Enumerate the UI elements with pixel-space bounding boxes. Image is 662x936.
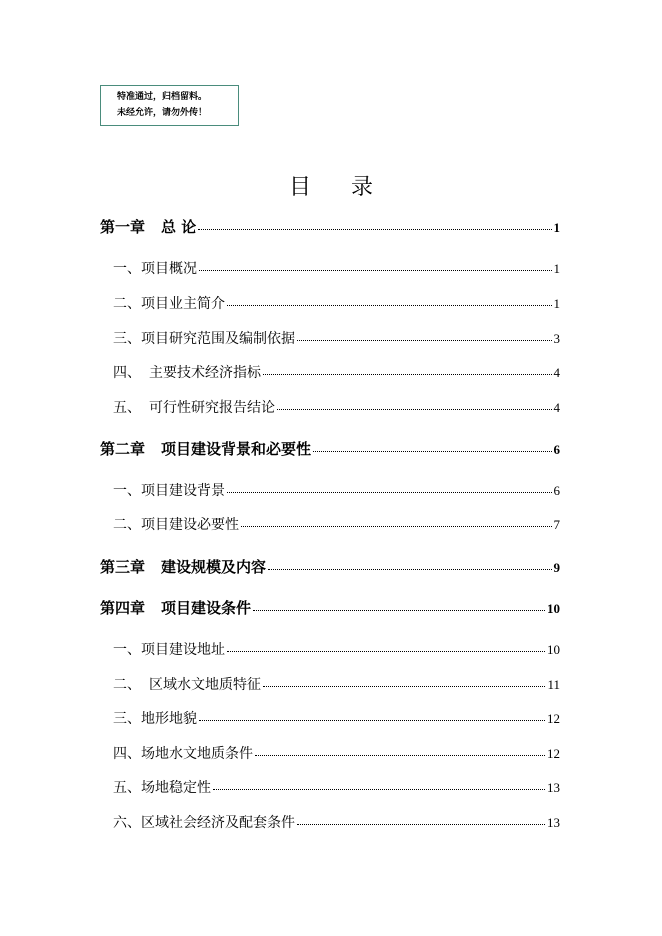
toc-page-number: 6 bbox=[553, 483, 560, 498]
toc-section-4-5[interactable] bbox=[113, 777, 560, 797]
page-title: 目录 bbox=[288, 175, 413, 200]
dot-leader bbox=[313, 450, 551, 452]
toc-page-number: 4 bbox=[553, 365, 560, 380]
toc-page-number: 3 bbox=[553, 331, 560, 346]
toc-number: 一、 bbox=[113, 642, 141, 658]
toc-section-1-4[interactable] bbox=[113, 362, 560, 382]
dot-leader bbox=[263, 373, 552, 375]
toc-label: 地形地貌 bbox=[141, 711, 197, 727]
toc-section-2-2[interactable] bbox=[113, 514, 560, 534]
toc-number: 五、 bbox=[113, 400, 141, 416]
toc-number: 第一章 bbox=[100, 218, 146, 236]
toc-label: 总 论 bbox=[161, 218, 197, 236]
toc-section-1-3[interactable] bbox=[113, 328, 560, 348]
toc-page-number: 12 bbox=[547, 711, 560, 726]
toc-number: 二、 bbox=[113, 517, 141, 533]
toc-page-number: 1 bbox=[553, 296, 560, 311]
dot-leader bbox=[253, 609, 545, 611]
toc-page-number: 13 bbox=[547, 780, 560, 795]
toc-section-4-4[interactable] bbox=[113, 743, 560, 763]
toc-page-number: 13 bbox=[547, 815, 560, 830]
notice-line-2: 未经允许，请勿外传！ bbox=[117, 108, 208, 118]
toc-number: 五、 bbox=[113, 780, 141, 796]
toc-chapter-2[interactable] bbox=[100, 438, 560, 459]
toc-number: 一、 bbox=[113, 261, 141, 277]
dot-leader bbox=[241, 525, 552, 527]
toc-label: 项目建设条件 bbox=[161, 599, 252, 617]
toc-label: 项目建设背景 bbox=[141, 483, 225, 499]
toc-section-1-2[interactable] bbox=[113, 293, 560, 313]
toc-chapter-4[interactable] bbox=[100, 597, 560, 618]
distribution-notice-stamp bbox=[100, 85, 239, 126]
dot-leader bbox=[297, 823, 545, 825]
dot-leader bbox=[227, 304, 552, 306]
toc-chapter-1[interactable] bbox=[100, 216, 560, 237]
toc-number: 六、 bbox=[113, 815, 141, 831]
toc-label: 项目建设必要性 bbox=[141, 517, 239, 533]
dot-leader bbox=[227, 650, 545, 652]
toc-number: 二、 bbox=[113, 677, 141, 693]
toc-label: 项目概况 bbox=[141, 261, 197, 277]
toc-label: 区域社会经济及配套条件 bbox=[141, 815, 295, 831]
notice-line-1: 特准通过，归档留料。 bbox=[117, 92, 208, 102]
toc-section-2-1[interactable] bbox=[113, 480, 560, 500]
toc-page-number: 6 bbox=[553, 442, 560, 457]
toc-label: 主要技术经济指标 bbox=[149, 365, 261, 381]
toc-section-4-1[interactable] bbox=[113, 639, 560, 659]
dot-leader bbox=[199, 269, 552, 271]
toc-number: 二、 bbox=[113, 296, 141, 312]
toc-page-number: 10 bbox=[547, 642, 560, 657]
toc-number: 第二章 bbox=[100, 440, 146, 458]
toc-label: 项目研究范围及编制依据 bbox=[141, 331, 295, 347]
dot-leader bbox=[199, 719, 545, 721]
toc-number: 三、 bbox=[113, 331, 141, 347]
toc-section-1-1[interactable] bbox=[113, 258, 560, 278]
toc-label: 场地稳定性 bbox=[141, 780, 211, 796]
toc-label: 项目建设地址 bbox=[141, 642, 225, 658]
toc-page-number: 11 bbox=[547, 677, 560, 692]
dot-leader bbox=[263, 685, 545, 687]
toc-label: 建设规模及内容 bbox=[161, 558, 267, 576]
dot-leader bbox=[297, 339, 552, 341]
toc-number: 三、 bbox=[113, 711, 141, 727]
toc-number: 第三章 bbox=[100, 558, 146, 576]
toc-chapter-3[interactable] bbox=[100, 556, 560, 577]
toc-page-number: 1 bbox=[553, 261, 560, 276]
toc-section-4-3[interactable] bbox=[113, 708, 560, 728]
toc-number: 一、 bbox=[113, 483, 141, 499]
toc-section-1-5[interactable] bbox=[113, 397, 560, 417]
dot-leader bbox=[198, 228, 551, 230]
toc-number: 四、 bbox=[113, 746, 141, 762]
toc-page-number: 10 bbox=[547, 601, 560, 616]
toc-label: 可行性研究报告结论 bbox=[149, 400, 275, 416]
dot-leader bbox=[227, 491, 552, 493]
toc-section-4-6[interactable] bbox=[113, 812, 560, 832]
toc-number: 第四章 bbox=[100, 599, 146, 617]
toc-section-4-2[interactable] bbox=[113, 674, 560, 694]
toc-page-number: 12 bbox=[547, 746, 560, 761]
dot-leader bbox=[277, 408, 552, 410]
toc-number: 四、 bbox=[113, 365, 141, 381]
dot-leader bbox=[268, 568, 551, 570]
toc-label: 项目业主简介 bbox=[141, 296, 225, 312]
toc-page-number: 1 bbox=[553, 220, 560, 235]
toc-page-number: 9 bbox=[553, 560, 560, 575]
toc-page-number: 4 bbox=[553, 400, 560, 415]
dot-leader bbox=[213, 788, 545, 790]
toc-label: 项目建设背景和必要性 bbox=[161, 440, 312, 458]
toc-page-number: 7 bbox=[553, 517, 560, 532]
toc-label: 场地水文地质条件 bbox=[141, 746, 253, 762]
dot-leader bbox=[255, 754, 545, 756]
toc-label: 区域水文地质特征 bbox=[149, 677, 261, 693]
